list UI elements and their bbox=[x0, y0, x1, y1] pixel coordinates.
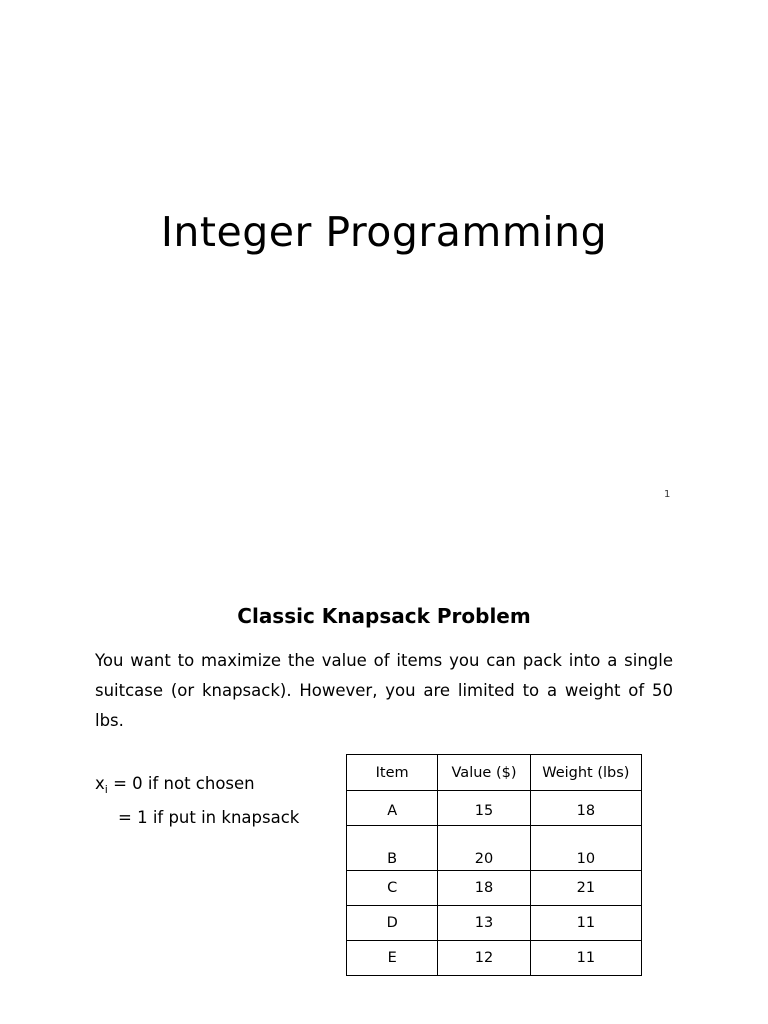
cell-weight: 11 bbox=[530, 906, 641, 941]
header-weight: Weight (lbs) bbox=[530, 755, 641, 791]
table-row bbox=[347, 941, 642, 976]
header-value: Value ($) bbox=[438, 755, 530, 791]
page-number: 1 bbox=[664, 489, 671, 500]
header-item: Item bbox=[347, 755, 438, 791]
cell-value: 13 bbox=[438, 906, 530, 941]
variable-subscript: i bbox=[104, 783, 108, 796]
table-row bbox=[347, 906, 642, 941]
cell-weight: 21 bbox=[530, 871, 641, 906]
cell-item: A bbox=[347, 791, 438, 826]
table-row bbox=[347, 826, 642, 871]
slide-title: Integer Programming bbox=[160, 208, 608, 256]
section-heading: Classic Knapsack Problem bbox=[237, 604, 531, 628]
cell-item: C bbox=[347, 871, 438, 906]
definition-zero-text: = 0 if not chosen bbox=[107, 774, 255, 793]
cell-weight: 10 bbox=[530, 826, 641, 871]
table-header-row bbox=[347, 755, 642, 791]
cell-value: 15 bbox=[438, 791, 530, 826]
cell-item: E bbox=[347, 941, 438, 976]
cell-value: 20 bbox=[438, 826, 530, 871]
variable-definition-one: = 1 if put in knapsack bbox=[118, 808, 300, 827]
cell-item: D bbox=[347, 906, 438, 941]
cell-item: B bbox=[347, 826, 438, 871]
cell-weight: 11 bbox=[530, 941, 641, 976]
cell-weight: 18 bbox=[530, 791, 641, 826]
items-table bbox=[346, 754, 642, 976]
variable-symbol: x bbox=[95, 774, 105, 793]
cell-value: 18 bbox=[438, 871, 530, 906]
table-row bbox=[347, 871, 642, 906]
variable-definition-zero bbox=[95, 774, 255, 796]
problem-description: You want to maximize the value of items you can pack into a single suitcase (or knapsack). However, you are limited to a weight of 50 lbs. bbox=[95, 651, 673, 730]
table-row bbox=[347, 791, 642, 826]
cell-value: 12 bbox=[438, 941, 530, 976]
